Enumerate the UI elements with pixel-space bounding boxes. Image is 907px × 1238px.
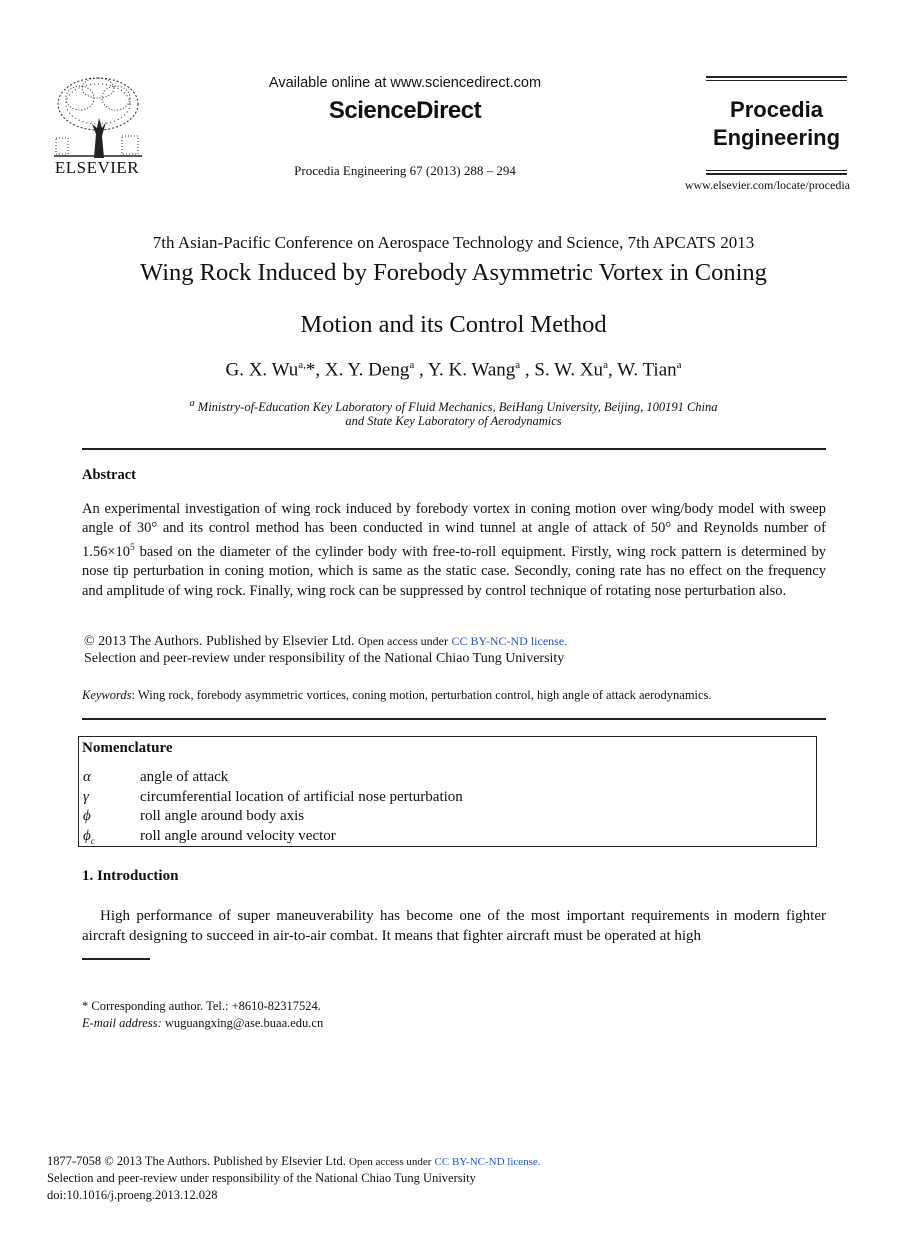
journal-rule-bottom: [706, 173, 847, 175]
abstract-exponent: 5: [130, 542, 135, 553]
footer-license-link[interactable]: CC BY-NC-ND license.: [434, 1156, 541, 1168]
journal-title-line1: Procedia: [730, 97, 823, 122]
affiliation-line2: and State Key Laboratory of Aerodynamics: [345, 414, 562, 428]
journal-title-line2: Engineering: [712, 125, 841, 150]
nomenclature-definition: circumferential location of artificial nose perturbation: [140, 789, 463, 805]
section-heading-introduction: 1. Introduction: [82, 868, 179, 884]
nomenclature-symbol-base: ϕ: [83, 828, 91, 844]
nomenclature-symbol: [83, 828, 95, 846]
author-affiliation-mark: a: [515, 359, 521, 371]
footer-doi: doi:10.1016/j.proeng.2013.12.028: [47, 1188, 218, 1202]
corresponding-author-footnote: * Corresponding author. Tel.: +8610-82317524.: [82, 999, 321, 1013]
corresponding-mark: *: [305, 359, 316, 381]
divider: [82, 448, 826, 450]
journal-rule-top-thin: [706, 80, 847, 81]
elsevier-logo-text: ELSEVIER: [54, 158, 140, 177]
conference-name: 7th Asian-Pacific Conference on Aerospace Technology and Science, 7th APCATS 2013: [152, 233, 755, 252]
author-name: W. Tian: [617, 359, 677, 381]
email-label: E-mail address:: [82, 1016, 162, 1030]
keywords-text: : Wing rock, forebody asymmetric vortices, coning motion, perturbation control, high angle of attack aerodynamics.: [131, 688, 712, 702]
introduction-paragraph: High performance of super maneuverability has become one of the most important requirements in modern fighter aircraft designing to succeed in air-to-air combat. It means that fighter aircraft must be operated at high: [82, 908, 826, 944]
author-name: X. Y. Deng: [324, 359, 410, 381]
author-affiliation-mark: a: [409, 359, 415, 371]
nomenclature-definition: angle of attack: [140, 769, 229, 785]
email-address: wuguangxing@ase.buaa.edu.cn: [161, 1016, 324, 1030]
sciencedirect-logo: ScienceDirect: [328, 97, 482, 124]
footer-issn: 1877-7058 © 2013 The Authors. Published by Elsevier Ltd.: [47, 1154, 346, 1168]
author-list: G. X. $Wu^{a,}*$, X. Y. Deng$^a$ , Y. K. Wang$^a$ , S. W. Xu$^a$, W. Tian$^a$: [225, 359, 682, 381]
nomenclature-definition: roll angle around velocity vector: [140, 828, 336, 844]
copyright-text: © 2013 The Authors. Published by Elsevier Ltd.: [84, 634, 355, 649]
journal-url-link[interactable]: www.elsevier.com/locate/procedia: [684, 178, 850, 192]
journal-rule-bottom-thin: [706, 170, 847, 171]
abstract-text-part2: based on the diameter of the cylinder body with free-to-roll equipment. Firstly, wing rock pattern is determined by nose tip perturbation in coning motion, which is same as the static case. Secondly, coning rate has no effect on the frequency and amplitude of wing rock. Finally, wing rock can be suppressed by control technique of rotating nose perturbation also.: [82, 544, 826, 599]
copyright-line: [84, 634, 567, 650]
abstract-text-part1: An experimental investigation of wing rock induced by forebody vortex in coning motion over wing/body model with sweep angle of 30° and its control method has been conducted in wind tunnel at angle of attack of 50° and Reynolds number of 1.56×10: [82, 501, 826, 561]
open-access-text: Open access under: [358, 634, 448, 648]
peer-review-line: Selection and peer-review under responsibility of the National Chiao Tung University: [84, 651, 565, 666]
license-link[interactable]: CC BY-NC-ND license.: [451, 634, 568, 648]
affiliation-mark: a: [189, 398, 195, 409]
journal-title: [706, 96, 847, 152]
journal-reference: Procedia Engineering 67 (2013) 288 – 294: [294, 163, 516, 178]
author-name: G. X. Wu: [225, 359, 299, 381]
footnote-rule: [82, 958, 150, 960]
footer-open-access: Open access under: [348, 1156, 432, 1168]
author-name: S. W. Xu: [534, 359, 604, 381]
journal-rule-top: [706, 76, 847, 78]
nomenclature-symbol: ϕ: [83, 808, 91, 824]
affiliation-text: Ministry-of-Education Key Laboratory of Fluid Mechanics, BeiHang University, Beijing, 100191 China: [197, 400, 718, 415]
footer-peer-review: Selection and peer-review under responsibility of the National Chiao Tung University: [47, 1171, 476, 1185]
footer-issn-line: [47, 1154, 541, 1169]
nomenclature-heading: Nomenclature: [82, 740, 173, 756]
email-footnote: [82, 1016, 323, 1031]
abstract-heading: Abstract: [82, 467, 136, 483]
paper-title-line2: Motion and its Control Method: [300, 311, 607, 338]
author-name: Y. K. Wang: [427, 359, 516, 381]
nomenclature-symbol-sub: c: [90, 836, 95, 846]
keywords-line: [82, 688, 712, 703]
affiliation-line1: [40, 398, 867, 415]
author-affiliation-mark: a,: [298, 359, 306, 371]
abstract-text: [82, 500, 826, 601]
nomenclature-symbol: γ: [83, 789, 89, 805]
nomenclature-definition: roll angle around body axis: [140, 808, 305, 824]
author-affiliation-mark: a: [676, 359, 682, 371]
paper-title-line1: Wing Rock Induced by Forebody Asymmetric Vortex in Coning: [140, 259, 767, 286]
available-online-text: Available online at www.sciencedirect.com: [268, 75, 542, 91]
nomenclature-symbol: α: [83, 769, 91, 785]
keywords-label: Keywords: [82, 688, 132, 702]
divider: [82, 718, 826, 720]
author-affiliation-mark: a: [603, 359, 608, 371]
